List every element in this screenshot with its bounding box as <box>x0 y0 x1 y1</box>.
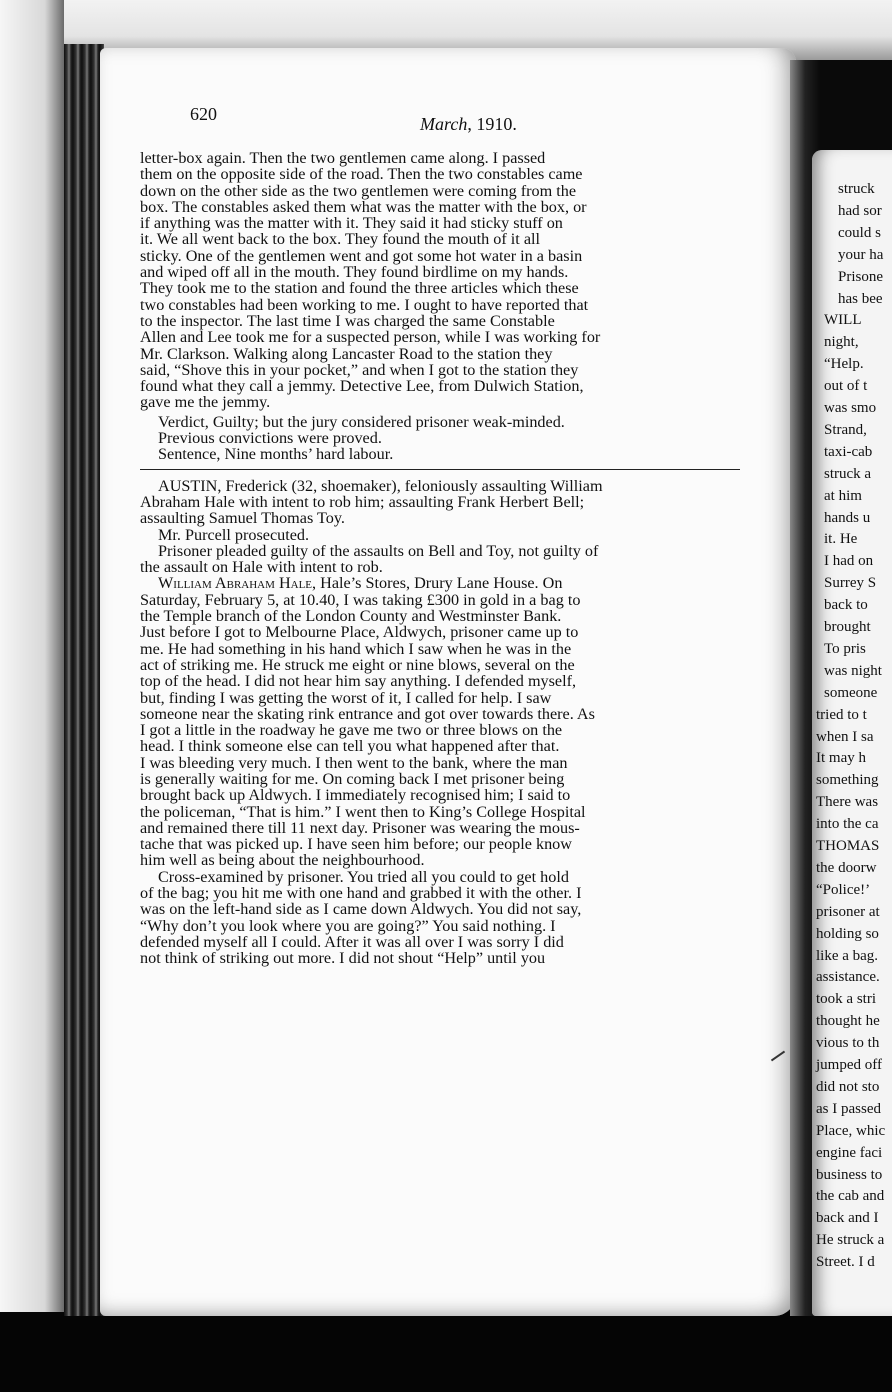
text-line: I got a little in the roadway he gave me two or three blows on the <box>140 721 563 740</box>
verdict: Verdict, Guilty; but the jury considered prisoner weak-minded. <box>158 412 565 431</box>
section-divider <box>140 469 740 470</box>
right-page-line: did not sto <box>816 1078 880 1095</box>
text-line: Saturday, February 5, at 10.40, I was taking £300 in gold in a bag to <box>140 590 581 609</box>
text-line: gave me the jemmy. <box>140 393 271 412</box>
right-page-line: There was <box>816 794 879 811</box>
right-page-line: struck a <box>824 465 872 482</box>
right-page-line: holding so <box>816 925 879 942</box>
right-page-line: out of t <box>824 378 868 395</box>
right-page-line: as I passed <box>816 1100 881 1117</box>
right-page-line: Place, whic <box>816 1122 886 1139</box>
text-line: defended myself all I could. After it was all over I was sorry I did <box>140 932 564 951</box>
right-page-line: prisoner at <box>816 903 880 920</box>
text-line: “Why don’t you look where you are going?” You said nothing. I <box>140 916 556 935</box>
right-page-line: taxi-cab <box>824 443 873 460</box>
right-page-line: vious to th <box>816 1035 880 1052</box>
text-line: the Temple branch of the London County and Westminster Bank. <box>140 607 562 626</box>
right-page-line: business to <box>816 1166 883 1183</box>
right-page-line: struck <box>838 181 875 197</box>
right-page-line: thought he <box>816 1013 880 1030</box>
previous-convictions: Previous convictions were proved. <box>158 429 382 448</box>
text-line: the assault on Hale with intent to rob. <box>140 558 383 577</box>
right-page-line: it. He <box>824 531 858 548</box>
text-line: and remained there till 11 next day. Prisoner was wearing the mous- <box>140 818 580 837</box>
text-line: me. He had something in his hand which I saw when he was in the <box>140 639 572 658</box>
book-binding <box>64 44 104 1316</box>
text-line: brought back up Aldwych. I immediately recognised him; I said to <box>140 786 571 805</box>
text-line: down on the other side as the two gentlemen were coming from the <box>140 181 577 200</box>
scanner-background-bottom <box>0 1312 892 1392</box>
text-line: top of the head. I did not hear him say anything. I defended myself, <box>140 672 577 691</box>
text-line: Prisoner pleaded guilty of the assaults on Bell and Toy, not guilty of <box>158 541 599 560</box>
page-number: 620 <box>190 104 217 124</box>
text-line: him well as being about the neighbourhood. <box>140 851 425 870</box>
running-title <box>420 114 517 135</box>
right-page-line: Surrey S <box>824 575 877 592</box>
text-line: two constables had been working to me. I ought to have reported that <box>140 295 589 314</box>
testimony-continuation <box>140 150 770 411</box>
right-page-line: when I sa <box>816 728 874 745</box>
text-line: tache that was picked up. I have seen him before; our people know <box>140 835 572 854</box>
case-heading <box>140 478 770 527</box>
right-page-line: THOMAS <box>816 838 880 854</box>
right-page-line: someone <box>824 684 878 701</box>
text-line: of the bag; you hit me with one hand and grabbed it with the other. I <box>140 884 582 903</box>
page-header <box>190 104 750 134</box>
right-page-line: WILL <box>824 312 862 329</box>
text-line: sticky. One of the gentlemen went and got some hot water in a basin <box>140 246 583 265</box>
text-line: head. I think someone else can tell you what happened after that. <box>140 737 560 756</box>
right-page-line: had sor <box>838 202 882 219</box>
right-page-line: something <box>816 772 879 789</box>
right-page-fragment <box>812 150 892 1316</box>
witness-first-line <box>140 575 770 591</box>
witness-testimony <box>140 575 770 868</box>
right-page-line: It may h <box>816 750 866 767</box>
right-page-line: He struck a <box>816 1232 885 1249</box>
text-line: assaulting Samuel Thomas Toy. <box>140 509 345 528</box>
text-line: I was bleeding very much. I then went to the bank, where the man <box>140 753 568 772</box>
text-line: not think of striking out more. I did not shout “Help” until you <box>140 949 546 968</box>
right-page-line: “Police!’ <box>816 881 871 898</box>
right-page-line: your ha <box>838 246 884 263</box>
text-line: letter-box again. Then the two gentlemen came along. I passed <box>140 149 546 167</box>
right-page-line: like a bag. <box>816 947 879 964</box>
text-line: Mr. Clarkson. Walking along Lancaster Road to the station they <box>140 344 553 363</box>
right-page-line: could s <box>838 224 881 241</box>
text-line: and wiped off all in the mouth. They found birdlime on my hands. <box>140 263 569 282</box>
right-page-line: was smo <box>824 400 877 416</box>
text-line: to the inspector. The last time I was charged the same Constable <box>140 311 555 330</box>
right-page-line: jumped off <box>816 1057 882 1073</box>
right-page-line: assistance. <box>816 969 880 986</box>
text-line: act of striking me. He struck me eight or nine blows, several on the <box>140 655 575 674</box>
text-line: Cross-examined by prisoner. You tried all you could to get hold <box>158 867 569 886</box>
right-page-line: at him <box>824 487 862 504</box>
right-page-line: has bee <box>838 290 883 307</box>
text-line: AUSTIN, Frederick (32, shoemaker), feloniously assaulting William <box>158 476 603 495</box>
right-page-line: into the ca <box>816 816 879 833</box>
plea <box>140 543 770 576</box>
running-title-year: , 1910. <box>467 114 517 134</box>
text-line: but, finding I was getting the worst of it, I called for help. I saw <box>140 688 552 707</box>
scanner-background-left <box>0 0 64 1392</box>
right-page-line: engine faci <box>816 1144 883 1161</box>
right-page-line: Strand, <box>824 421 867 438</box>
right-page-line: “Help. <box>824 356 864 373</box>
text-line: box. The constables asked them what was the matter with the box, or <box>140 197 587 216</box>
text-line: They took me to the station and found the three articles which these <box>140 279 579 298</box>
cross-examination <box>140 869 770 967</box>
witness-name: William Abraham Hale <box>158 574 313 593</box>
page-body <box>140 150 770 967</box>
right-page-line: brought <box>824 619 871 635</box>
right-page-line: was night <box>824 662 882 679</box>
right-page-line: took a stri <box>816 991 876 1008</box>
right-page-line: tried to t <box>816 706 867 723</box>
right-page-line: To pris <box>824 640 866 657</box>
right-page-line: Street. I d <box>816 1254 875 1271</box>
text-line: said, “Shove this in your pocket,” and when I got to the station they <box>140 360 579 379</box>
right-page-line: back and I <box>816 1210 879 1227</box>
right-page-line: the doorw <box>816 859 877 876</box>
text-line: if anything was the matter with it. They said it had sticky stuff on <box>140 214 563 233</box>
prosecution-note: Mr. Purcell prosecuted. <box>158 525 310 544</box>
right-page-line: night, <box>824 334 859 351</box>
text-line: Allen and Lee took me for a suspected person, while I was working for <box>140 328 601 347</box>
right-page-line: the cab and <box>816 1188 885 1205</box>
text-line: found what they call a jemmy. Detective Lee, from Dulwich Station, <box>140 377 584 396</box>
right-page-line: hands u <box>824 509 871 526</box>
right-page-line: back to <box>824 597 868 614</box>
text-line: them on the opposite side of the road. Then the two constables came <box>140 165 583 184</box>
text-line: Just before I got to Melbourne Place, Aldwych, prisoner came up to <box>140 623 579 642</box>
text-line: was on the left-hand side as I came down Aldwych. You did not say, <box>140 900 582 919</box>
right-page-line: I had on <box>824 553 874 570</box>
sentence: Sentence, Nine months’ hard labour. <box>158 445 394 464</box>
text-line: the policeman, “That is him.” I went then to King’s College Hospital <box>140 802 586 821</box>
text-line: Abraham Hale with intent to rob him; assaulting Frank Herbert Bell; <box>140 492 585 511</box>
text-line: it. We all went back to the box. They found the mouth of it all <box>140 230 541 249</box>
text-line: someone near the skating rink entrance and got over towards there. As <box>140 704 595 723</box>
witness-line-text: , Hale’s Stores, Drury Lane House. On <box>312 574 563 593</box>
right-page-line: Prisone <box>838 268 883 285</box>
text-line: is generally waiting for me. On coming back I met prisoner being <box>140 769 565 788</box>
running-title-month: March <box>420 114 468 134</box>
